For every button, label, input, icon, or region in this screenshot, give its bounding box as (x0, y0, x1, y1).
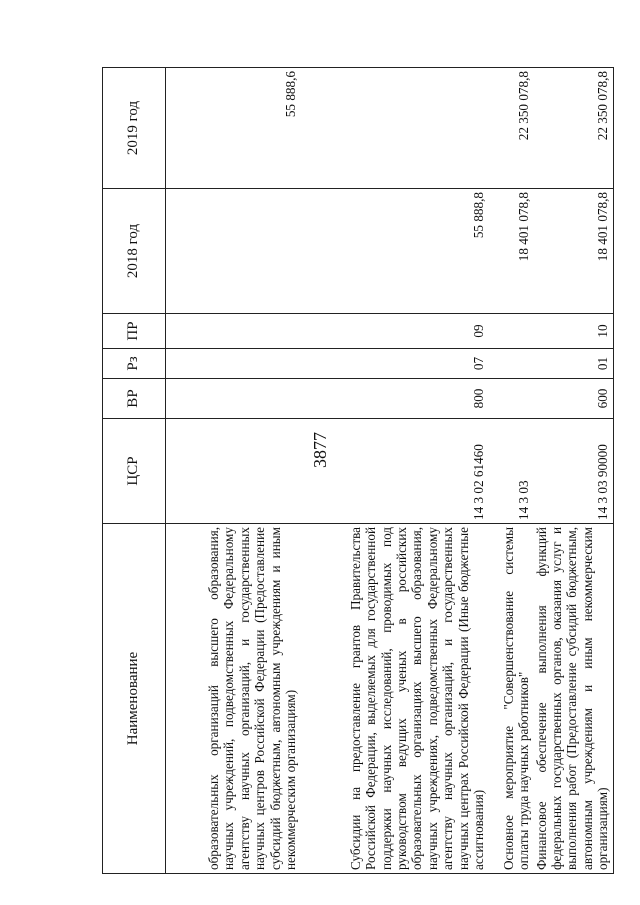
row-csr: 14 3 03 (489, 419, 534, 524)
row-csr: 14 3 02 61460 (301, 419, 489, 524)
row-2018: 18 401 078,8 (489, 189, 534, 314)
row-2018: 55 888,8 (301, 189, 489, 314)
page-number: 3877 (310, 432, 330, 468)
row-pr: 09 (301, 314, 489, 349)
header-2018: 2018 год (103, 189, 166, 314)
row-pr (166, 314, 301, 349)
row-vr: 800 (301, 379, 489, 419)
row-name: Финансовое обеспечение выполнения функций федеральных государственных органов, оказания услуг и выполнения работ (Предоставление субсидий бюджетным, автономным учреждениям и иным некоммерческим организациям) (534, 524, 614, 874)
row-2018: 18 401 078,8 (534, 189, 614, 314)
table-row (534, 68, 614, 874)
row-2018 (166, 189, 301, 314)
row-2019 (301, 68, 489, 189)
row-pr: 10 (534, 314, 614, 349)
table-header-row (103, 68, 166, 874)
row-pr (489, 314, 534, 349)
header-rz: Рз (103, 349, 166, 379)
row-rz (166, 349, 301, 379)
table-row (489, 68, 534, 874)
row-csr (166, 419, 301, 524)
row-2019: 55 888,6 (166, 68, 301, 189)
row-rz: 07 (301, 349, 489, 379)
row-2019: 22 350 078,8 (489, 68, 534, 189)
table-row (166, 68, 301, 874)
row-2019: 22 350 078,8 (534, 68, 614, 189)
header-pr: ПР (103, 314, 166, 349)
header-2019: 2019 год (103, 68, 166, 189)
row-rz (489, 349, 534, 379)
row-name: Субсидии на предоставление грантов Правительства Российской Федерации, выделяемых для государственной поддержки научных исследований, проводимых под руководством ведущих ученых в российских образовательных организациях высшего образования, научных учреждениях, подведомственных Федеральному агентству научных организаций, и государственных научных центрах Российской Федерации (Иные бюджетные ассигнования) (301, 524, 489, 874)
row-vr (489, 379, 534, 419)
table-row (301, 68, 489, 874)
budget-table (102, 67, 614, 874)
row-rz: 01 (534, 349, 614, 379)
header-name: Наименование (103, 524, 166, 874)
header-vr: ВР (103, 379, 166, 419)
row-name: образовательных организаций высшего образования, научных учреждений, подведомственных Федеральному агентству научных организаций, и государственных научных центров Российской Федерации (Предоставление субсидий бюджетным, автономным учреждениям и иным некоммерческим организациям) (166, 524, 301, 874)
row-name: Основное мероприятие "Совершенствование системы оплаты труда научных работников" (489, 524, 534, 874)
header-csr: ЦСР (103, 419, 166, 524)
row-vr: 600 (534, 379, 614, 419)
row-csr: 14 3 03 90000 (534, 419, 614, 524)
row-vr (166, 379, 301, 419)
